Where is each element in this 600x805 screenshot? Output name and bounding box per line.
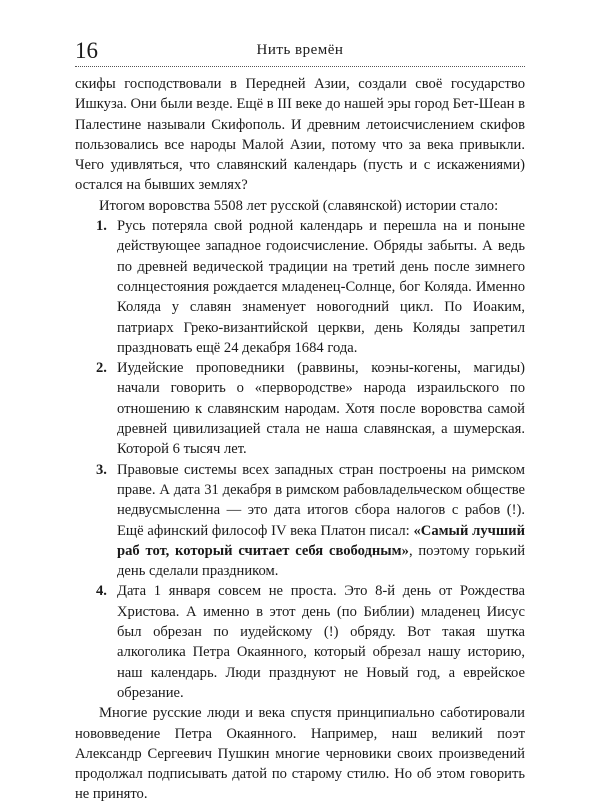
list-item-text: Иудейские проповедники (раввины, коэны-когены, магиды) начали говорить о «первородстве» народа израильского по отношению к славянским народам. Хотя после воровства самой древней цивилизацией стала не наша славянская, а шумерская. Которой 6 тысяч лет. <box>117 360 525 458</box>
list-item-number: 1. <box>96 218 107 235</box>
plato-quote: «Самый лучший раб тот, который считает себя свободным» <box>117 522 525 559</box>
running-title: Нить времён <box>256 42 344 58</box>
body-text <box>75 74 525 805</box>
list-item-text: Русь потеряла свой родной календарь и перешла на и поныне действующее западное годоисчисление. Обряды забыты. А ведь по древней ведической традиции на третий день после зимнего солнцестояния рождается младенец-Солнце, бог Коляда. Именно Коляда у славян знаменует новогодний цикл. По Иоаким, патриарх Греко-византийской церкви, день Коляды запретил праздновать ещё 24 декабря 1684 года. <box>117 218 525 356</box>
list-item-text: Дата 1 января совсем не проста. Это 8-й день от Рождества Христова. А именно в этот день (по Библии) младенец Иисус был обрезан по иудейскому (!) обряду. Вот такая шутка алкоголика Петра Окаянного, который обрезал нашу историю, наш календарь. Люди празднуют не Новый год, а еврейское обрезание. <box>117 583 525 701</box>
paragraph-closing: Многие русские люди и века спустя принципиально саботировали нововведение Петра Окаянного. Например, наш великий поэт Александр Сергеевич Пушкин многие черновики своих произведений продолжал подписывать датой по старому стилю. Но об этом говорить не принято. <box>75 705 525 803</box>
list-item-number: 4. <box>96 583 107 600</box>
list-item <box>75 581 525 703</box>
list-item-text: Правовые системы всех западных стран построены на римском праве. А дата 31 декабря в римском рабовладельческом обществе недвусмысленна — это дата итогов сбора налогов с рабов (!). Ещё афинский философ IV века Платон писал: <box>117 461 525 539</box>
list-item-number: 3. <box>96 461 107 478</box>
list-item <box>75 460 525 582</box>
numbered-list <box>75 216 525 703</box>
list-item-text-after: , поэтому горький день сделали праздником. <box>117 542 525 580</box>
list-item <box>75 358 525 459</box>
paragraph-continuation: скифы господствовали в Передней Азии, создали своё государство Ишкуза. Они были везде. Ещё в III веке до нашей эры город Бет-Шеан в Палестине называли Скифополь. И древним летоисчислением скифов пользовались все народы Малой Азии, потому что за века привыкли. Чего удивляться, что славянский календарь (пусть и с искажениями) остался на бывших землях? <box>75 76 525 194</box>
page-number: 16 <box>75 38 98 63</box>
running-header <box>75 36 525 67</box>
list-item <box>75 216 525 358</box>
paragraph-intro: Итогом воровства 5508 лет русской (славянской) истории стало: <box>99 197 499 214</box>
list-item-number: 2. <box>96 360 107 377</box>
